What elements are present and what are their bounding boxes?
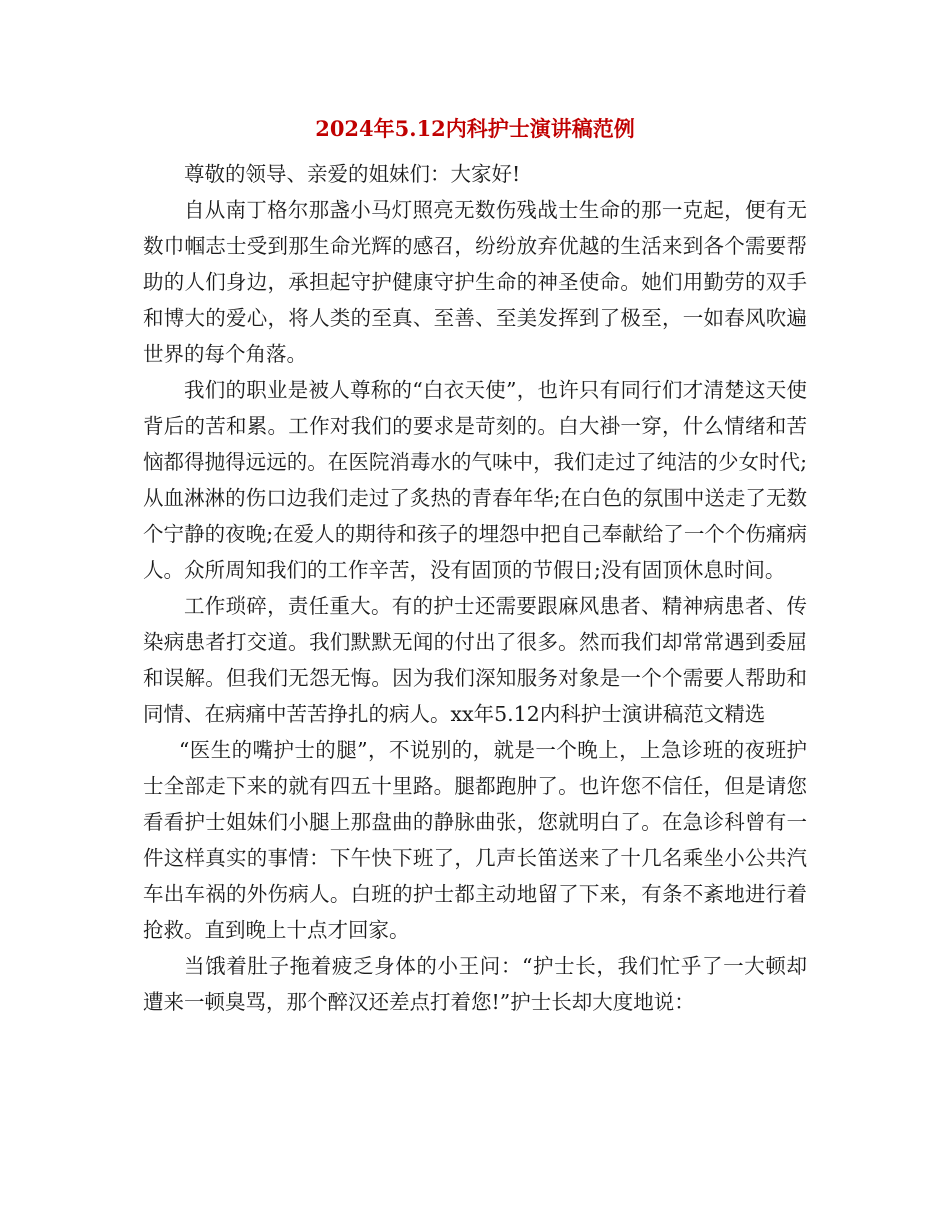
paragraph-nurse-legs: “医生的嘴护士的腿”，不说别的，就是一个晚上，上急诊班的夜班护士全部走下来的就有四五十里路。腿都跑肿了。也许您不信任，但是请您看看护士姐妹们小腿上那盘曲的静脉曲张，您就明白了。在急诊科曾有一件这样真实的事情：下午快下班了，几声长笛送来了十几名乘坐小公共汽车出车祸的外伤病人。白班的护士都主动地留了下来，有条不紊地进行着抢救。直到晚上十点才回家。 [143,738,807,942]
paragraph-xiao-wang: 当饿着肚子拖着疲乏身体的小王问：“护士长，我们忙乎了一大顿却遭来一顿臭骂，那个醉汉还差点打着您!”护士长却大度地说： [143,954,807,1014]
paragraph-responsibility: 工作琐碎，责任重大。有的护士还需要跟麻风患者、精神病患者、传染病患者打交道。我们默默无闻的付出了很多。然而我们却常常遇到委屈和误解。但我们无怨无悔。因为我们深知服务对象是一个个需要人帮助和同情、在病痛中苦苦挣扎的病人。xx年5.12内科护士演讲稿范文精选 [143,594,807,726]
document-body [143,156,807,1020]
paragraph-white-angel: 我们的职业是被人尊称的“白衣天使”，也许只有同行们才清楚这天使背后的苦和累。工作对我们的要求是苛刻的。白大褂一穿，什么情绪和苦恼都得抛得远远的。在医院消毒水的气味中，我们走过了纯洁的少女时代;从血淋淋的伤口边我们走过了炙热的青春年华;在白色的氛围中送走了无数个宁静的夜晚;在爱人的期待和孩子的埋怨中把自己奉献给了一个个伤痛病人。众所周知我们的工作辛苦，没有固顶的节假日;没有固顶休息时间。 [143,378,807,582]
greeting-paragraph: 尊敬的领导、亲爱的姐妹们：大家好! [184,162,521,186]
paragraph-nightingale: 自从南丁格尔那盏小马灯照亮无数伤残战士生命的那一克起，便有无数巾帼志士受到那生命光辉的感召，纷纷放弃优越的生活来到各个需要帮助的人们身边，承担起守护健康守护生命的神圣使命。她们用勤劳的双手和博大的爱心，将人类的至真、至善、至美发挥到了极至，一如春风吹遍世界的每个角落。 [143,198,807,366]
document-title: 2024年5.12内科护士演讲稿范例 [315,116,635,141]
